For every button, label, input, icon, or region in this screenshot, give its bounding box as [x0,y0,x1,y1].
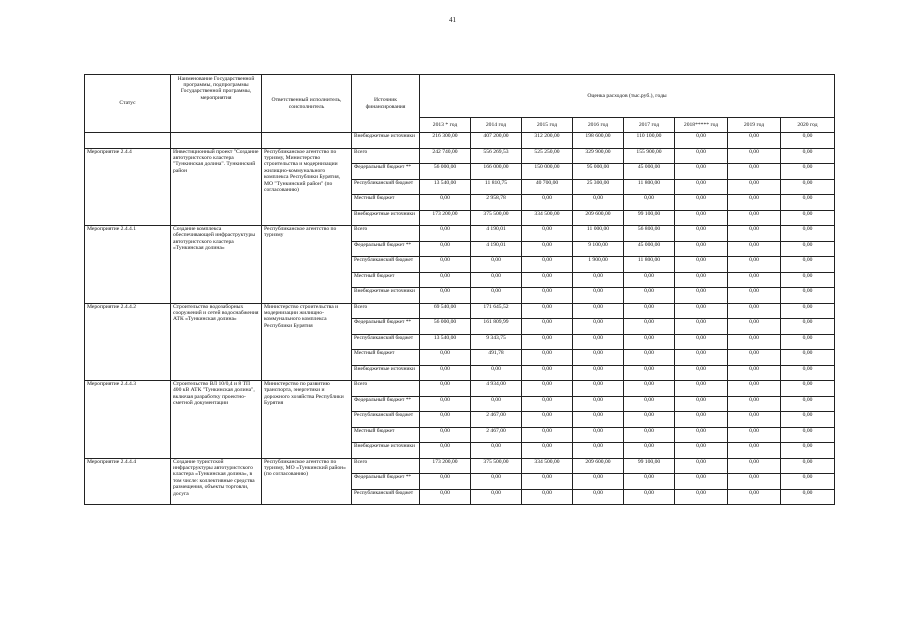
amount-cell: 0,00 [522,489,573,505]
amount-cell: 0,00 [728,443,781,459]
source-cell: Местный бюджет [352,350,420,366]
amount-cell: 40 700,00 [522,179,573,195]
source-cell: Федеральный бюджет ** [352,319,420,335]
amount-cell: 0,00 [781,396,835,412]
amount-cell: 334 500,00 [522,210,573,226]
amount-cell: 11 800,00 [624,257,675,273]
amount-cell: 0,00 [728,412,781,428]
amount-cell: 0,00 [728,148,781,164]
amount-cell: 0,00 [781,257,835,273]
program-cell: Строительство водозаборных сооружений и сетей водоснабжения АТК «Тункинская долина» [171,303,262,381]
header-year: 2019 год [728,118,781,133]
amount-cell: 0,00 [522,288,573,304]
amount-cell: 0,00 [675,474,728,490]
amount-cell: 0,00 [728,319,781,335]
amount-cell: 56 800,00 [624,226,675,242]
source-cell: Внебюджетные источники [352,365,420,381]
amount-cell: 0,00 [573,303,624,319]
amount-cell: 0,00 [781,303,835,319]
amount-cell: 0,00 [522,303,573,319]
amount-cell: 0,00 [522,257,573,273]
executor-cell: Министерство строительства и модернизации жилищно-коммунального комплекса Республики Бурятия [262,303,352,381]
amount-cell: 0,00 [522,241,573,257]
amount-cell: 0,00 [675,412,728,428]
amount-cell: 198 600,00 [573,133,624,149]
executor-cell [262,133,352,149]
amount-cell: 0,00 [728,474,781,490]
amount-cell: 312 200,00 [522,133,573,149]
amount-cell: 0,00 [728,164,781,180]
executor-cell: Министерство по развитию транспорта, энергетики и дорожного хозяйства Республики Бурятия [262,381,352,459]
amount-cell: 0,00 [781,319,835,335]
header-year: 2016 год [573,118,624,133]
amount-cell: 173 200,00 [420,210,471,226]
amount-cell: 45 000,00 [624,164,675,180]
status-cell: Мероприятие 2.4.4 [85,148,171,226]
amount-cell: 0,00 [522,381,573,397]
amount-cell: 0,00 [420,365,471,381]
status-cell [85,133,171,149]
amount-cell: 0,00 [522,334,573,350]
amount-cell: 4 190,01 [471,226,522,242]
source-cell: Республиканский бюджет [352,412,420,428]
amount-cell: 0,00 [573,474,624,490]
amount-cell: 56 000,00 [420,164,471,180]
source-cell: Республиканский бюджет [352,334,420,350]
source-cell: Всего [352,148,420,164]
table-row [85,458,835,474]
amount-cell: 166 000,00 [471,164,522,180]
amount-cell: 0,00 [675,334,728,350]
amount-cell: 0,00 [624,443,675,459]
amount-cell: 491,78 [471,350,522,366]
amount-cell: 0,00 [522,443,573,459]
amount-cell: 56 000,00 [420,319,471,335]
amount-cell: 0,00 [573,272,624,288]
amount-cell: 0,00 [573,319,624,335]
amount-cell: 0,00 [573,350,624,366]
amount-cell: 0,00 [781,458,835,474]
source-cell: Внебюджетные источники [352,133,420,149]
amount-cell: 0,00 [728,195,781,211]
amount-cell: 0,00 [522,365,573,381]
amount-cell: 0,00 [624,427,675,443]
amount-cell: 0,00 [420,443,471,459]
amount-cell: 0,00 [781,288,835,304]
source-cell: Местный бюджет [352,272,420,288]
amount-cell: 0,00 [471,443,522,459]
table-row [85,148,835,164]
amount-cell: 0,00 [624,365,675,381]
amount-cell: 0,00 [781,474,835,490]
amount-cell: 375 500,00 [471,210,522,226]
source-cell: Республиканский бюджет [352,179,420,195]
amount-cell: 0,00 [624,396,675,412]
amount-cell: 0,00 [522,412,573,428]
amount-cell: 0,00 [522,226,573,242]
amount-cell: 171 645,52 [471,303,522,319]
amount-cell: 0,00 [675,257,728,273]
source-cell: Всего [352,226,420,242]
amount-cell: 0,00 [420,489,471,505]
amount-cell: 0,00 [420,412,471,428]
amount-cell: 0,00 [781,272,835,288]
amount-cell: 0,00 [420,195,471,211]
amount-cell: 525 250,00 [522,148,573,164]
table-row [85,133,835,149]
status-cell: Мероприятие 2.4.4.2 [85,303,171,381]
program-cell: Строительство ВЛ 10/0,4 и 8 ТП 400 кВ АТК "Тункинская долина", включая разработку проектно-сметной документации [171,381,262,459]
amount-cell: 0,00 [471,489,522,505]
amount-cell: 95 000,00 [573,164,624,180]
amount-cell: 0,00 [728,226,781,242]
amount-cell: 0,00 [573,427,624,443]
source-cell: Всего [352,303,420,319]
amount-cell: 0,00 [675,396,728,412]
amount-cell: 0,00 [624,303,675,319]
amount-cell: 0,00 [728,257,781,273]
amount-cell: 334 500,00 [522,458,573,474]
amount-cell: 0,00 [728,303,781,319]
amount-cell: 329 900,00 [573,148,624,164]
program-cell: Инвестиционный проект "Создание автотуристского кластера "Тункинская долина". Тункинский район [171,148,262,226]
amount-cell: 0,00 [471,257,522,273]
amount-cell: 0,00 [781,179,835,195]
amount-cell: 0,00 [728,350,781,366]
source-cell: Всего [352,381,420,397]
source-cell: Республиканский бюджет [352,489,420,505]
amount-cell: 0,00 [781,334,835,350]
amount-cell: 0,00 [781,381,835,397]
amount-cell: 0,00 [675,195,728,211]
source-cell: Внебюджетные источники [352,210,420,226]
program-cell: Создание туристской инфраструктуры автотуристского кластера «Тункинская долина», в том числе: коллективные средства размещения, объекты торговли, досуга [171,458,262,505]
amount-cell: 0,00 [781,443,835,459]
amount-cell: 0,00 [781,241,835,257]
page-number: 41 [449,16,456,24]
amount-cell: 4 190,01 [471,241,522,257]
amount-cell: 0,00 [728,179,781,195]
amount-cell: 0,00 [522,350,573,366]
amount-cell: 0,00 [573,443,624,459]
amount-cell: 0,00 [471,288,522,304]
amount-cell: 0,00 [728,334,781,350]
amount-cell: 0,00 [573,381,624,397]
status-cell: Мероприятие 2.4.4.4 [85,458,171,505]
amount-cell: 0,00 [420,226,471,242]
amount-cell: 0,00 [471,474,522,490]
amount-cell: 0,00 [781,133,835,149]
amount-cell: 11 000,00 [573,226,624,242]
amount-cell: 2 467,00 [471,412,522,428]
amount-cell: 0,00 [781,226,835,242]
amount-cell: 0,00 [420,257,471,273]
amount-cell: 0,00 [624,272,675,288]
amount-cell: 0,00 [471,396,522,412]
amount-cell: 173 200,00 [420,458,471,474]
amount-cell: 0,00 [728,489,781,505]
amount-cell: 0,00 [522,272,573,288]
amount-cell: 0,00 [728,241,781,257]
amount-cell: 1 900,00 [573,257,624,273]
amount-cell: 11 810,75 [471,179,522,195]
amount-cell: 11 800,00 [624,179,675,195]
source-cell: Федеральный бюджет ** [352,396,420,412]
budget-table [84,74,835,505]
amount-cell: 0,00 [420,381,471,397]
amount-cell: 155 900,00 [624,148,675,164]
amount-cell: 0,00 [624,288,675,304]
amount-cell: 0,00 [573,334,624,350]
amount-cell: 110 100,00 [624,133,675,149]
amount-cell: 0,00 [675,303,728,319]
amount-cell: 99 100,00 [624,458,675,474]
header-year: 2018***** год [675,118,728,133]
amount-cell: 556 269,53 [471,148,522,164]
header-program-text: Наименование Государственной программы, подпрограммы Государственной программы, мероприятия [177,75,255,101]
amount-cell: 0,00 [675,226,728,242]
header-year: 2013 * год [420,118,471,133]
amount-cell: 0,00 [624,350,675,366]
header-status: Статус [85,75,171,133]
amount-cell: 0,00 [573,489,624,505]
header-source: Источник финансирования [352,75,420,133]
status-cell: Мероприятие 2.4.4.1 [85,226,171,304]
amount-cell: 0,00 [420,427,471,443]
amount-cell: 0,00 [675,381,728,397]
amount-cell: 0,00 [728,133,781,149]
source-cell: Местный бюджет [352,195,420,211]
source-cell: Федеральный бюджет ** [352,241,420,257]
amount-cell: 0,00 [675,272,728,288]
amount-cell: 0,00 [675,210,728,226]
amount-cell: 0,00 [675,179,728,195]
source-cell: Всего [352,458,420,474]
amount-cell: 13 540,00 [420,334,471,350]
amount-cell: 99 100,00 [624,210,675,226]
amount-cell: 0,00 [573,396,624,412]
amount-cell: 216 300,00 [420,133,471,149]
amount-cell: 0,00 [728,396,781,412]
amount-cell: 0,00 [675,365,728,381]
amount-cell: 0,00 [675,427,728,443]
amount-cell: 0,00 [471,272,522,288]
amount-cell: 0,00 [624,334,675,350]
amount-cell: 0,00 [728,210,781,226]
amount-cell: 9 100,00 [573,241,624,257]
amount-cell: 0,00 [522,396,573,412]
amount-cell: 9 343,75 [471,334,522,350]
amount-cell: 0,00 [781,195,835,211]
amount-cell: 0,00 [624,319,675,335]
source-cell: Внебюджетные источники [352,443,420,459]
amount-cell: 0,00 [675,133,728,149]
amount-cell: 0,00 [573,412,624,428]
amount-cell: 0,00 [781,210,835,226]
table-row [85,381,835,397]
amount-cell: 209 600,00 [573,210,624,226]
amount-cell: 0,00 [420,288,471,304]
amount-cell: 0,00 [624,474,675,490]
amount-cell: 0,00 [420,396,471,412]
source-cell: Федеральный бюджет ** [352,164,420,180]
amount-cell: 150 000,00 [522,164,573,180]
amount-cell: 2 958,78 [471,195,522,211]
amount-cell: 0,00 [781,164,835,180]
executor-cell: Республиканское агентство по туризму [262,226,352,304]
amount-cell: 0,00 [781,412,835,428]
header-year: 2017 год [624,118,675,133]
amount-cell: 161 809,99 [471,319,522,335]
amount-cell: 0,00 [420,350,471,366]
amount-cell: 69 540,00 [420,303,471,319]
source-cell: Местный бюджет [352,427,420,443]
amount-cell: 0,00 [675,319,728,335]
header-year: 2015 год [522,118,573,133]
amount-cell: 0,00 [522,474,573,490]
amount-cell: 0,00 [728,427,781,443]
header-executor: Ответственный исполнитель, соисполнитель [262,75,352,133]
header-program [171,75,262,133]
amount-cell: 0,00 [420,474,471,490]
amount-cell: 0,00 [675,241,728,257]
amount-cell: 0,00 [728,288,781,304]
amount-cell: 13 540,00 [420,179,471,195]
amount-cell: 0,00 [781,489,835,505]
amount-cell: 0,00 [522,427,573,443]
amount-cell: 0,00 [624,195,675,211]
amount-cell: 0,00 [675,350,728,366]
amount-cell: 0,00 [781,148,835,164]
amount-cell: 0,00 [728,272,781,288]
amount-cell: 45 000,00 [624,241,675,257]
amount-cell: 0,00 [675,458,728,474]
amount-cell: 0,00 [728,381,781,397]
amount-cell: 242 740,00 [420,148,471,164]
amount-cell: 0,00 [781,350,835,366]
amount-cell: 0,00 [675,164,728,180]
amount-cell: 0,00 [420,241,471,257]
amount-cell: 0,00 [471,365,522,381]
header-year: 2020 год [781,118,835,133]
amount-cell: 0,00 [624,412,675,428]
source-cell: Федеральный бюджет ** [352,474,420,490]
amount-cell: 0,00 [420,272,471,288]
amount-cell: 375 500,00 [471,458,522,474]
amount-cell: 0,00 [573,365,624,381]
amount-cell: 0,00 [675,489,728,505]
executor-cell: Республиканское агентство по туризму, Министерство строительства и модернизации жилищно-коммунального комплекса Республики Бурятия, МО "Тункинский район" (по согласованию) [262,148,352,226]
amount-cell: 0,00 [573,195,624,211]
amount-cell: 0,00 [728,458,781,474]
table-row [85,226,835,242]
amount-cell: 0,00 [624,381,675,397]
amount-cell: 0,00 [522,195,573,211]
amount-cell: 407 200,00 [471,133,522,149]
amount-cell: 0,00 [624,489,675,505]
amount-cell: 0,00 [781,365,835,381]
amount-cell: 0,00 [675,288,728,304]
amount-cell: 209 600,00 [573,458,624,474]
amount-cell: 0,00 [781,427,835,443]
amount-cell: 0,00 [675,148,728,164]
amount-cell: 0,00 [522,319,573,335]
header-estimate: Оценка расходов (тыс.руб.), годы [420,75,835,118]
source-cell: Республиканский бюджет [352,257,420,273]
executor-cell: Республиканское агентство по туризму, МО «Тункинский район» (по согласованию) [262,458,352,505]
source-cell: Внебюджетные источники [352,288,420,304]
program-cell: Создание комплекса обеспечивающей инфраструктуры автотуристского кластера «Тункинская долина» [171,226,262,304]
header-year: 2014 год [471,118,522,133]
amount-cell: 4 934,00 [471,381,522,397]
amount-cell: 0,00 [573,288,624,304]
amount-cell: 0,00 [675,443,728,459]
status-cell: Мероприятие 2.4.4.3 [85,381,171,459]
table-row [85,303,835,319]
program-cell [171,133,262,149]
amount-cell: 2 467,00 [471,427,522,443]
amount-cell: 0,00 [728,365,781,381]
amount-cell: 25 300,00 [573,179,624,195]
